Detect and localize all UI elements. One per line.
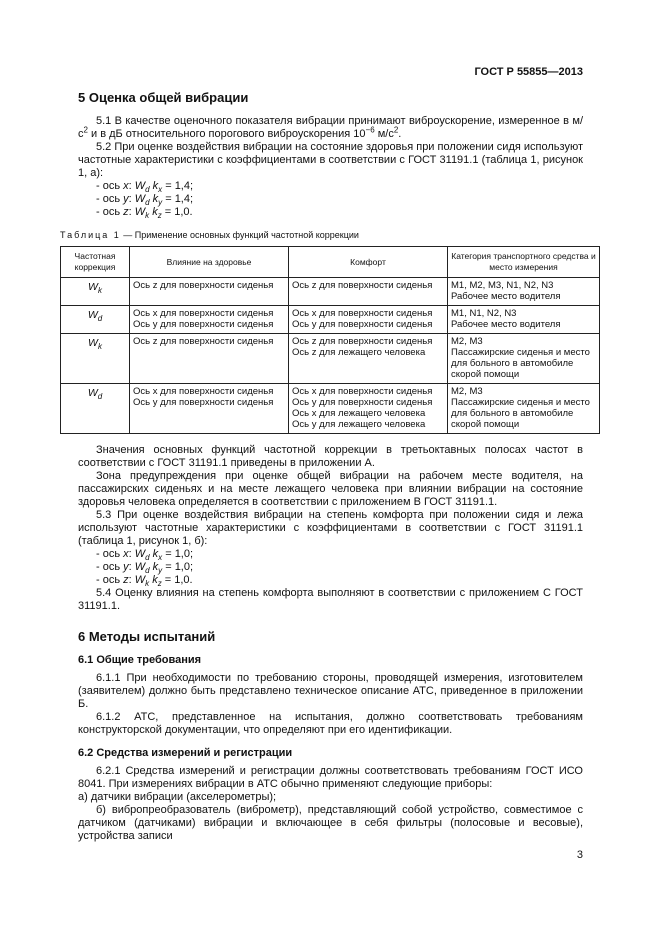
list-5-2 (78, 180, 583, 219)
weighting-cell: $W_k$ (61, 334, 130, 384)
weighting-cell: $W_d$ (61, 384, 130, 434)
table-header-row (61, 247, 600, 278)
comfort-cell: Ось z для поверхности сиденья (289, 278, 448, 306)
list-item: - ось x: $W_d$ $k_x = 1,4$; (96, 180, 194, 195)
paragraph-5-4: 5.4 Оценку влияния на степень комфорта выполняют в соответствии с приложением С ГОСТ 31191.1. (78, 587, 583, 612)
subsection-6-1-heading: 6.1 Общие требования (78, 654, 202, 666)
comfort-cell: Ось x для поверхности сиденья Ось y для поверхности сиденья Ось x для лежащего человека Ось y для лежащего человека (289, 384, 448, 434)
list-item: - ось z: $W_k$ $k_z = 1,0$. (96, 206, 193, 221)
health-cell: Ось x для поверхности сиденья Ось y для поверхности сиденья (130, 306, 289, 334)
column-header: Частотная коррекция (61, 247, 130, 278)
paragraph-6-1-2: 6.1.2 АТС, представленное на испытания, должно соответствовать требованиям конструкторской документации, что определяют при его идентификации. (78, 711, 583, 736)
comfort-cell: Ось z для поверхности сиденья Ось z для лежащего человека (289, 334, 448, 384)
column-header: Комфорт (289, 247, 448, 278)
comfort-cell: Ось x для поверхности сиденья Ось y для поверхности сиденья (289, 306, 448, 334)
list-item-a: а) датчики вибрации (акселерометры); (78, 791, 277, 803)
frequency-weighting-table (60, 246, 600, 434)
paragraph-6-2-1: 6.2.1 Средства измерений и регистрации должны соответствовать требованиям ГОСТ ИСО 8041. При измерениях вибрации в АТС обычно применяют следующие приборы: (78, 765, 583, 790)
table-row (61, 334, 600, 384)
column-header: Влияние на здоровье (130, 247, 289, 278)
page-content (60, 90, 596, 843)
category-cell: M2, M3 Пассажирские сиденья и место для больного в автомобиле скорой помощи (448, 384, 600, 434)
list-5-3 (78, 548, 583, 587)
paragraph: Значения основных функций частотной коррекции в третьоктавных полосах частот в соответствии с ГОСТ 31191.1 приведены в приложении А. (78, 444, 583, 469)
table-row (61, 306, 600, 334)
section-5-heading: 5 Оценка общей вибрации (78, 90, 249, 105)
weighting-cell: $W_d$ (61, 306, 130, 334)
health-cell: Ось z для поверхности сиденья (130, 334, 289, 384)
category-cell: M1, M2, M3, N1, N2, N3 Рабочее место водителя (448, 278, 600, 306)
paragraph-6-1-1: 6.1.1 При необходимости по требованию стороны, проводящей измерения, изготовителем (заявителем) должно быть представлено техническое описание АТС, приведенное в приложении Б. (78, 672, 583, 710)
category-cell: M1, N1, N2, N3 Рабочее место водителя (448, 306, 600, 334)
list-item: - ось y: $W_d$ $k_y = 1,4$; (96, 193, 194, 208)
health-cell: Ось z для поверхности сиденья (130, 278, 289, 306)
health-cell: Ось x для поверхности сиденья Ось y для поверхности сиденья (130, 384, 289, 434)
subsection-6-2-heading: 6.2 Средства измерений и регистрации (78, 747, 293, 759)
list-item: - ось y: $W_d$ $k_y = 1,0$; (96, 561, 194, 576)
section-6-heading: 6 Методы испытаний (78, 629, 216, 644)
list-item: - ось z: $W_k$ $k_z = 1,0$. (96, 574, 193, 589)
paragraph-5-1: 5.1 В качестве оценочного показателя вибрации принимают виброускорение, измеренное в $м/с^2$ и в дБ относительного порогового виброускорения $10^{-6}$ $м/с^2$. (78, 115, 583, 140)
list-item: - ось x: $W_d$ $k_x = 1,0$; (96, 548, 194, 563)
standard-designation: ГОСТ Р 55855—2013 (474, 66, 583, 78)
page-number: 3 (576, 849, 583, 861)
table-row (61, 278, 600, 306)
paragraph-5-3: 5.3 При оценке воздействия вибрации на степень комфорта при положении сидя и лежа используют частотные характеристики с коэффициентами в соответствии с ГОСТ 31191.1 (таблица 1, рисунок 1, б): (78, 509, 583, 547)
category-cell: M2, M3 Пассажирские сиденья и место для больного в автомобиле скорой помощи (448, 334, 600, 384)
paragraph-5-2: 5.2 При оценке воздействия вибрации на состояние здоровья при положении сидя используют частотные характеристики с коэффициентами в соответствии с ГОСТ 31191.1 (таблица 1, рисунок 1, а): (78, 141, 583, 179)
paragraph: Зона предупреждения при оценке общей вибрации на рабочем месте водителя, на пассажирских сиденьях и на месте лежащего человека при влиянии вибрации на состояние здоровья человека определяется в соответствии с приложением В ГОСТ 31191.1. (78, 470, 583, 508)
table-row (61, 384, 600, 434)
column-header: Категория транспортного средства и место измерения (448, 247, 600, 278)
weighting-cell: $W_k$ (61, 278, 130, 306)
table-caption: Таблица 1 — Применение основных функций частотной коррекции (60, 230, 359, 240)
list-item-b: б) вибропреобразователь (виброметр), представляющий собой устройство, совместимое с датчиком (датчиками) вибрации и включающее в себя фильтры (полосовые и весовые), устройства записи (78, 804, 583, 842)
